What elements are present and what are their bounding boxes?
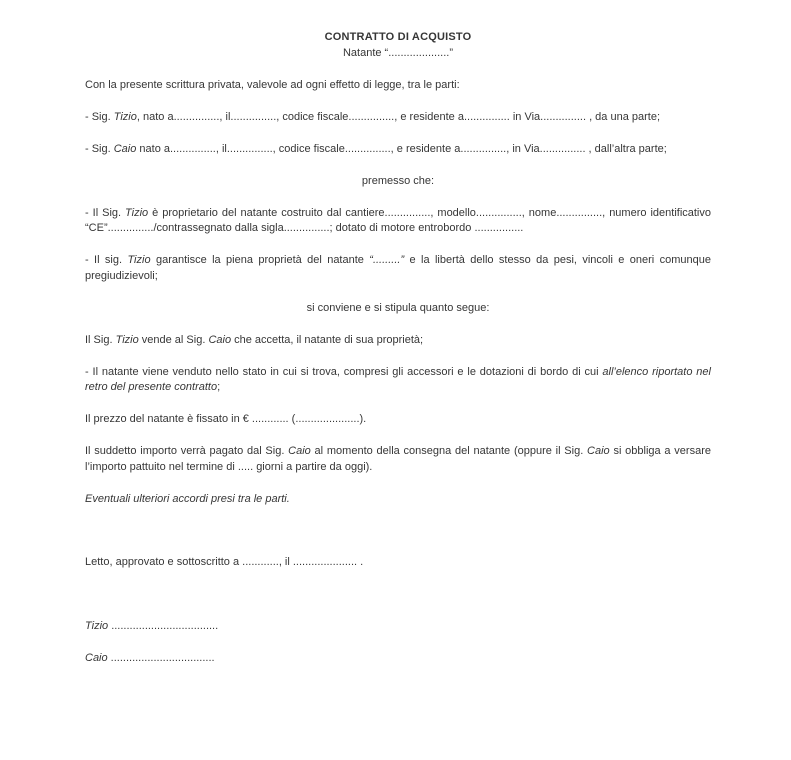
text-run: Il Sig. [85,333,116,346]
para-guarantee [85,253,711,284]
para-signing-place-date [85,555,711,571]
text-run: - Sig. [85,142,114,155]
heading-stipula [85,301,711,317]
document-subtitle: Natante “....................” [342,46,454,59]
party-name-tizio: Tizio [125,206,149,219]
party-name-caio: Caio [85,651,108,664]
text-run: vende al Sig. [138,333,209,346]
party-name-caio: Caio [288,445,311,457]
text-run: al momento della consegna del natante (oppure il Sig. [310,445,588,457]
para-condition [85,365,711,396]
text-run: , nato a..............., il..............., codice fiscale..............., e residente a............... in Via............... , da una parte; [136,110,661,123]
text-run: Letto, approvato e sottoscritto a ............, il ..................... . [85,556,364,568]
text-run: premesso che: [361,174,435,187]
heading-premesso [85,174,711,190]
para-payment [85,444,711,475]
signature-line-caio [85,651,711,667]
signature-line-tizio [85,619,711,635]
text-run: nato a..............., il..............., codice fiscale..............., e residente a..............., in Via............... , dall’altra parte; [136,142,667,155]
text-run: - Sig. [85,110,114,123]
text-run: Il prezzo del natante è fissato in € ............ (.....................). [85,413,367,425]
para-intro [85,78,711,94]
text-run: si obbliga a versare l’importo pattuito nel termine di ..... giorni a partire da oggi). [85,445,711,473]
text-run: Con la presente scrittura privata, valevole ad ogni effetto di legge, tra le parti: [85,78,460,91]
party-name-tizio: Tizio [115,333,139,346]
text-run: garantisce la piena proprietà del natante [150,254,370,266]
signature-dots: .................................. [107,651,215,664]
text-run: - Il Sig. [85,206,126,219]
text-run: che accetta, il natante di sua proprietà; [231,333,424,346]
party-name-tizio: Tizio [113,110,137,123]
text-run: e la libertà dello stesso da pesi, vincoli e oneri comunque pregiudizievoli; [85,254,711,282]
inventory-reference: all’elenco riportato nel retro del presente contratto [85,365,711,393]
text-run: ; [217,381,221,393]
para-party-caio [85,142,711,158]
party-name-tizio: Tizio [85,619,109,632]
para-further-agreements [85,492,711,508]
para-sale [85,333,711,349]
party-name-tizio: Tizio [127,254,151,266]
text-run: - Il natante viene venduto nello stato in cui si trova, compresi gli accessori e le dotazioni di bordo di cui [85,365,603,378]
document-title: CONTRATTO DI ACQUISTO [324,31,472,43]
text-run: si conviene e si stipula quanto segue: [306,301,490,314]
para-price [85,412,711,428]
party-name-caio: Caio [113,142,137,155]
party-name-caio: Caio [208,333,232,346]
text-run: Il suddetto importo verrà pagato dal Sig. [85,445,289,457]
text-run: - Il sig. [85,254,128,266]
para-party-tizio [85,110,711,126]
signature-dots: ................................... [108,619,219,632]
text-run: Eventuali ulteriori accordi presi tra le parti. [85,492,290,505]
text-run: è proprietario del natante costruito dal cantiere..............., modello..............., nome..............., numero identificativo “CE”.............../contrassegnato dalla sigla...............; dotato di motore entrobordo ................ [85,206,711,234]
para-ownership [85,206,711,237]
party-name-caio: Caio [587,445,610,457]
boat-name-blank: “.........” [369,254,405,266]
